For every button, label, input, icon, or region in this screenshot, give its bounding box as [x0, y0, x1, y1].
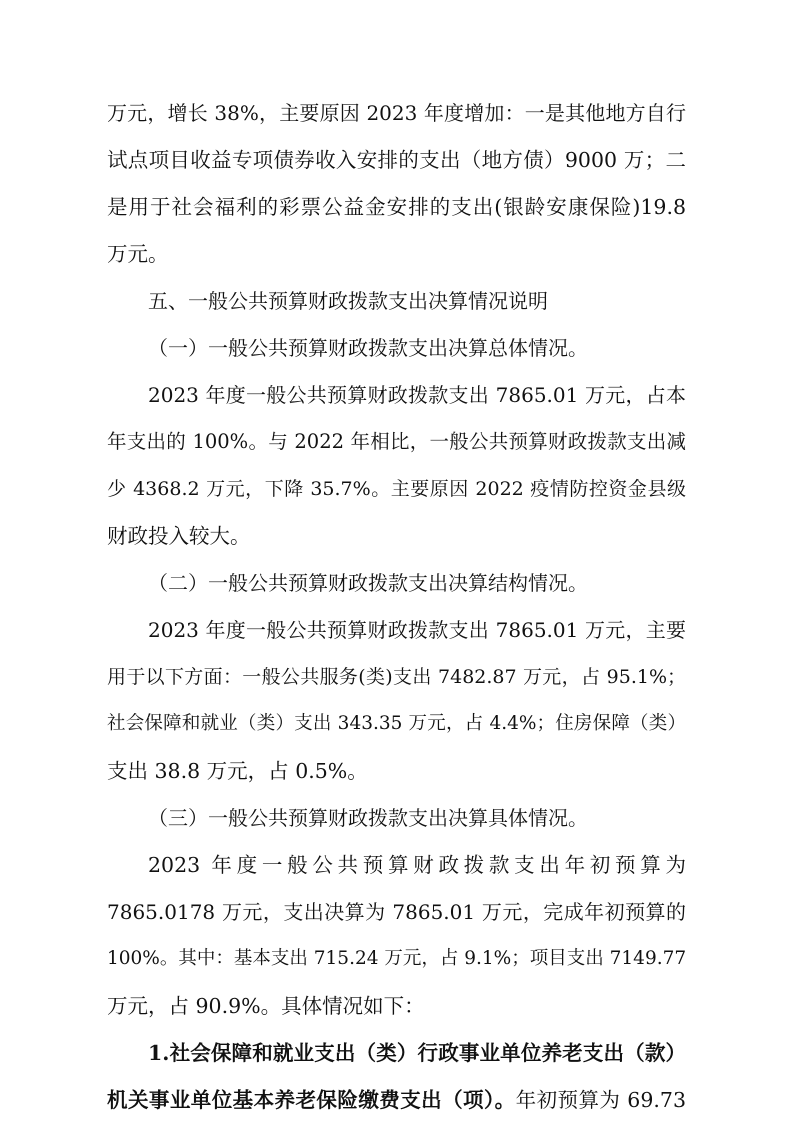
paragraph-line: 2023 年度一般公共预算财政拨款支出 7865.01 万元，占本: [148, 383, 686, 407]
subsection-heading: （三）一般公共预算财政拨款支出决算具体情况。: [148, 806, 588, 830]
paragraph-line: 2023 年度一般公共预算财政拨款支出年初预算为: [148, 853, 686, 877]
paragraph-line: 7865.0178 万元，支出决算为 7865.01 万元，完成年初预算的: [107, 900, 686, 924]
paragraph-line: 万元。: [107, 242, 169, 266]
paragraph-line: 2023 年度一般公共预算财政拨款支出 7865.01 万元，主要: [148, 618, 686, 642]
paragraph-line: [107, 1083, 686, 1117]
paragraph-line: 财政投入较大。: [107, 524, 251, 548]
paragraph-line: 万元，占 90.9%。具体情况如下：: [107, 994, 425, 1018]
item-text: 年初预算为 69.73: [515, 1088, 686, 1112]
paragraph-line: 支出 38.8 万元，占 0.5%。: [107, 759, 368, 783]
paragraph-line: 万元，增长 38%，主要原因 2023 年度增加：一是其他地方自行: [107, 101, 686, 125]
subsection-heading: （二）一般公共预算财政拨款支出决算结构情况。: [148, 571, 588, 595]
bold-item-title: 机关事业单位基本养老保险缴费支出（项）。: [107, 1088, 516, 1112]
section-heading: 五、一般公共预算财政拨款支出决算情况说明: [148, 289, 548, 313]
subsection-heading: （一）一般公共预算财政拨款支出决算总体情况。: [148, 336, 588, 360]
paragraph-line: 少 4368.2 万元，下降 35.7%。主要原因 2022 疫情防控资金县级: [107, 478, 686, 500]
paragraph-line: 100%。其中：基本支出 715.24 万元，占 9.1%；项目支出 7149.77: [107, 948, 687, 969]
paragraph-line: 社会保障和就业（类）支出 343.35 万元，占 4.4%；住房保障（类）: [107, 713, 686, 734]
paragraph-line: 试点项目收益专项债券收入安排的支出（地方债）9000 万；二: [107, 148, 686, 172]
bold-item-title: 1.社会保障和就业支出（类）行政事业单位养老支出（款）: [148, 1041, 686, 1065]
paragraph-line: 年支出的 100%。与 2022 年相比，一般公共预算财政拨款支出减: [107, 430, 686, 453]
paragraph-line: 是用于社会福利的彩票公益金安排的支出(银龄安康保险)19.8: [107, 195, 686, 219]
paragraph-line: 用于以下方面：一般公共服务(类)支出 7482.87 万元，占 95.1%；: [107, 666, 686, 688]
